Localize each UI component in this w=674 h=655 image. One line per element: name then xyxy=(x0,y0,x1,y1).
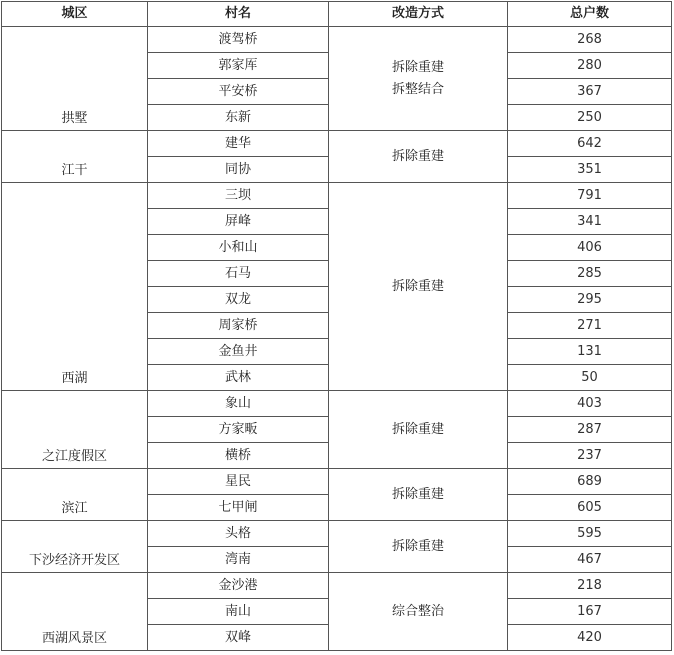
village-cell: 东新 xyxy=(148,105,329,131)
district-cell: 江干 xyxy=(2,131,148,183)
method-cell xyxy=(329,131,508,183)
method-cell xyxy=(329,573,508,651)
method-cell xyxy=(329,27,508,131)
village-cell: 周家桥 xyxy=(148,313,329,339)
village-cell: 七甲闸 xyxy=(148,495,329,521)
households-cell: 285 xyxy=(508,261,672,287)
table-row xyxy=(2,131,672,157)
households-cell: 250 xyxy=(508,105,672,131)
table-row xyxy=(2,469,672,495)
table-row xyxy=(2,573,672,599)
method-line: 拆除重建 xyxy=(391,278,444,294)
village-cell: 小和山 xyxy=(148,235,329,261)
district-cell: 滨江 xyxy=(2,469,148,521)
village-cell: 星民 xyxy=(148,469,329,495)
village-cell: 渡驾桥 xyxy=(148,27,329,53)
village-cell: 平安桥 xyxy=(148,79,329,105)
method-cell xyxy=(329,469,508,521)
village-cell: 石马 xyxy=(148,261,329,287)
households-cell: 131 xyxy=(508,339,672,365)
method-cell xyxy=(329,183,508,391)
households-cell: 295 xyxy=(508,287,672,313)
method-line: 拆除重建 xyxy=(391,421,444,437)
village-cell: 建华 xyxy=(148,131,329,157)
village-cell: 南山 xyxy=(148,599,329,625)
village-cell: 郭家厍 xyxy=(148,53,329,79)
households-cell: 271 xyxy=(508,313,672,339)
method-line: 拆整结合 xyxy=(391,81,444,97)
households-cell: 341 xyxy=(508,209,672,235)
district-cell: 西湖 xyxy=(2,183,148,391)
households-cell: 406 xyxy=(508,235,672,261)
method-line: 综合整治 xyxy=(391,603,444,619)
method-line: 拆除重建 xyxy=(391,486,444,502)
district-cell: 之江度假区 xyxy=(2,391,148,469)
district-cell: 西湖风景区 xyxy=(2,573,148,651)
district-cell: 下沙经济开发区 xyxy=(2,521,148,573)
village-cell: 屏峰 xyxy=(148,209,329,235)
method-line: 拆除重建 xyxy=(391,538,444,554)
households-cell: 689 xyxy=(508,469,672,495)
households-cell: 367 xyxy=(508,79,672,105)
header-village: 村名 xyxy=(148,2,329,27)
header-households: 总户数 xyxy=(508,2,672,27)
households-cell: 287 xyxy=(508,417,672,443)
households-cell: 280 xyxy=(508,53,672,79)
village-cell: 三坝 xyxy=(148,183,329,209)
households-cell: 605 xyxy=(508,495,672,521)
households-cell: 642 xyxy=(508,131,672,157)
district-cell: 拱墅 xyxy=(2,27,148,131)
village-renovation-table xyxy=(1,1,672,651)
table-row xyxy=(2,391,672,417)
village-cell: 方家畈 xyxy=(148,417,329,443)
village-cell: 双峰 xyxy=(148,625,329,651)
households-cell: 237 xyxy=(508,443,672,469)
table-row xyxy=(2,27,672,53)
households-cell: 50 xyxy=(508,365,672,391)
table-body xyxy=(2,27,672,651)
method-line: 拆除重建 xyxy=(391,148,444,164)
households-cell: 218 xyxy=(508,573,672,599)
village-cell: 同协 xyxy=(148,157,329,183)
method-cell xyxy=(329,391,508,469)
table-header xyxy=(2,2,672,27)
households-cell: 268 xyxy=(508,27,672,53)
header-district: 城区 xyxy=(2,2,148,27)
method-line: 拆除重建 xyxy=(391,59,444,75)
households-cell: 791 xyxy=(508,183,672,209)
households-cell: 167 xyxy=(508,599,672,625)
village-cell: 象山 xyxy=(148,391,329,417)
village-cell: 金鱼井 xyxy=(148,339,329,365)
table-row xyxy=(2,521,672,547)
households-cell: 595 xyxy=(508,521,672,547)
village-cell: 武林 xyxy=(148,365,329,391)
households-cell: 351 xyxy=(508,157,672,183)
header-row xyxy=(2,2,672,27)
village-cell: 金沙港 xyxy=(148,573,329,599)
households-cell: 403 xyxy=(508,391,672,417)
village-cell: 湾南 xyxy=(148,547,329,573)
households-cell: 420 xyxy=(508,625,672,651)
village-cell: 横桥 xyxy=(148,443,329,469)
method-cell xyxy=(329,521,508,573)
village-cell: 双龙 xyxy=(148,287,329,313)
table-row xyxy=(2,183,672,209)
header-method: 改造方式 xyxy=(329,2,508,27)
village-cell: 头格 xyxy=(148,521,329,547)
households-cell: 467 xyxy=(508,547,672,573)
